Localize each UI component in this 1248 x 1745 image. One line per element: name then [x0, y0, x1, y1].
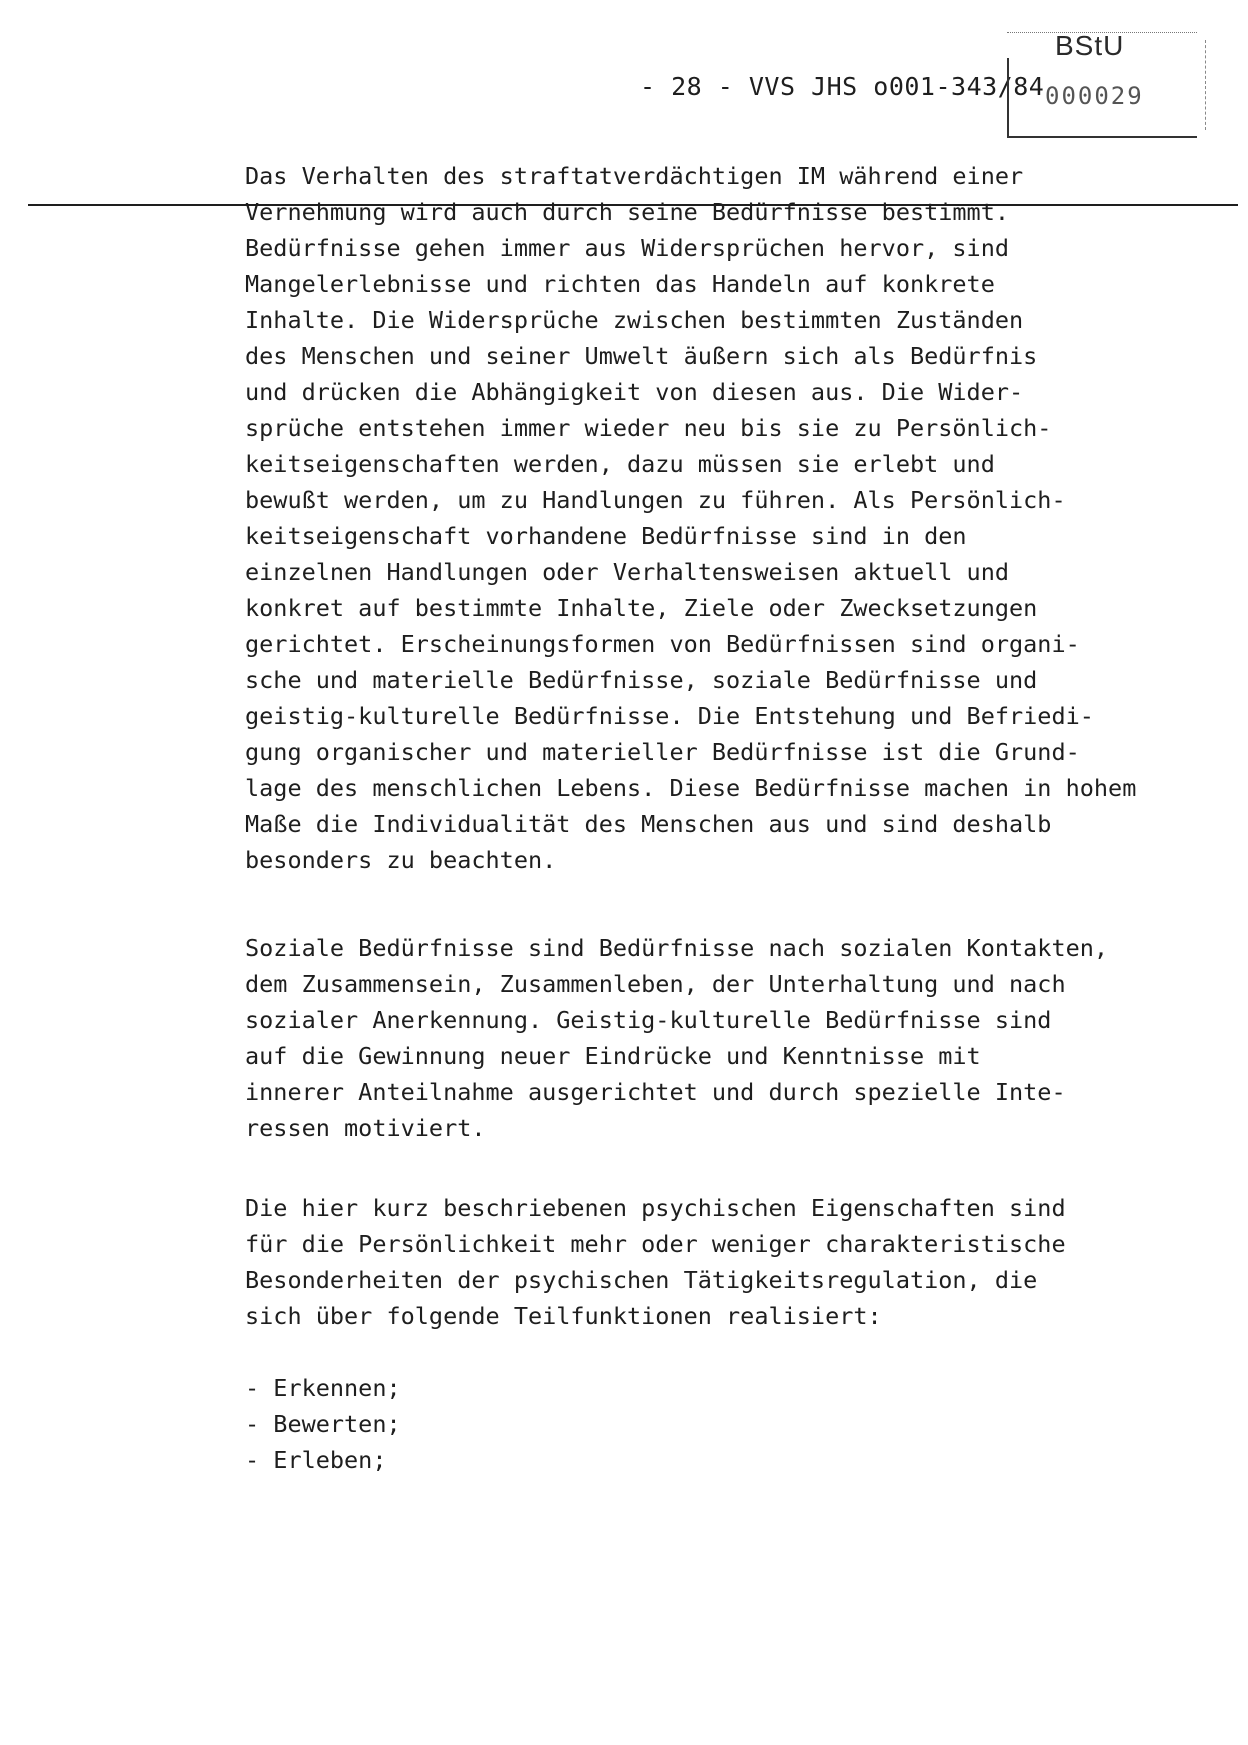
text-line: keitseigenschaft vorhandene Bedürfnisse sind in den — [245, 522, 967, 550]
text-line: des Menschen und seiner Umwelt äußern sich als Bedürfnis — [245, 342, 1038, 370]
stamp-frame-right — [1205, 40, 1206, 130]
paragraph-2 — [245, 930, 1108, 1146]
text-line: Vernehmung wird auch durch seine Bedürfnisse bestimmt. — [245, 198, 1010, 226]
text-line: Das Verhalten des straftatverdächtigen IM während einer — [245, 162, 1024, 190]
text-line: Maße die Individualität des Menschen aus und sind deshalb — [245, 810, 1052, 838]
stamp-number: 000029 — [1045, 82, 1144, 110]
text-line: für die Persönlichkeit mehr oder weniger charakteristische — [245, 1230, 1066, 1258]
text-line: lage des menschlichen Lebens. Diese Bedürfnisse machen in hohem — [245, 774, 1137, 802]
text-line: sozialer Anerkennung. Geistig-kulturelle Bedürfnisse sind — [245, 1006, 1052, 1034]
list-item: - Erleben; — [245, 1446, 387, 1474]
stamp-label: BStU — [1055, 30, 1125, 61]
text-line: auf die Gewinnung neuer Eindrücke und Kenntnisse mit — [245, 1042, 981, 1070]
text-line: konkret auf bestimmte Inhalte, Ziele oder Zwecksetzungen — [245, 594, 1038, 622]
text-line: einzelnen Handlungen oder Verhaltensweisen aktuell und — [245, 558, 1010, 586]
text-line: Inhalte. Die Widersprüche zwischen bestimmten Zuständen — [245, 306, 1024, 334]
page-reference: - 28 - VVS JHS o001-343/84 — [640, 72, 1045, 101]
text-line: ressen motiviert. — [245, 1114, 486, 1142]
stamp-frame-bottom — [1007, 136, 1197, 138]
text-line: bewußt werden, um zu Handlungen zu führen. Als Persönlich- — [245, 486, 1066, 514]
paragraph-3 — [245, 1190, 1066, 1334]
text-line: besonders zu beachten. — [245, 846, 557, 874]
text-line: Bedürfnisse gehen immer aus Widersprüchen hervor, sind — [245, 234, 1010, 262]
text-line: dem Zusammensein, Zusammenleben, der Unterhaltung und nach — [245, 970, 1066, 998]
text-line: gerichtet. Erscheinungsformen von Bedürfnissen sind organi- — [245, 630, 1080, 658]
text-line: Mangelerlebnisse und richten das Handeln auf konkrete — [245, 270, 995, 298]
stamp-frame-left — [1007, 58, 1009, 138]
text-line: gung organischer und materieller Bedürfnisse ist die Grund- — [245, 738, 1080, 766]
list-item: - Bewerten; — [245, 1410, 401, 1438]
text-line: und drücken die Abhängigkeit von diesen aus. Die Wider- — [245, 378, 1024, 406]
text-line: innerer Anteilnahme ausgerichtet und durch spezielle Inte- — [245, 1078, 1066, 1106]
text-line: sprüche entstehen immer wieder neu bis sie zu Persönlich- — [245, 414, 1052, 442]
text-line: sche und materielle Bedürfnisse, soziale Bedürfnisse und — [245, 666, 1038, 694]
text-line: geistig-kulturelle Bedürfnisse. Die Entstehung und Befriedi- — [245, 702, 1094, 730]
paragraph-1 — [245, 158, 1136, 878]
text-line: Besonderheiten der psychischen Tätigkeitsregulation, die — [245, 1266, 1038, 1294]
function-list — [245, 1370, 401, 1478]
archive-stamp — [1005, 30, 1203, 140]
text-line: sich über folgende Teilfunktionen realisiert: — [245, 1302, 882, 1330]
text-line: keitseigenschaften werden, dazu müssen sie erlebt und — [245, 450, 995, 478]
text-line: Die hier kurz beschriebenen psychischen Eigenschaften sind — [245, 1194, 1066, 1222]
text-line: Soziale Bedürfnisse sind Bedürfnisse nach sozialen Kontakten, — [245, 934, 1109, 962]
list-item: - Erkennen; — [245, 1374, 401, 1402]
